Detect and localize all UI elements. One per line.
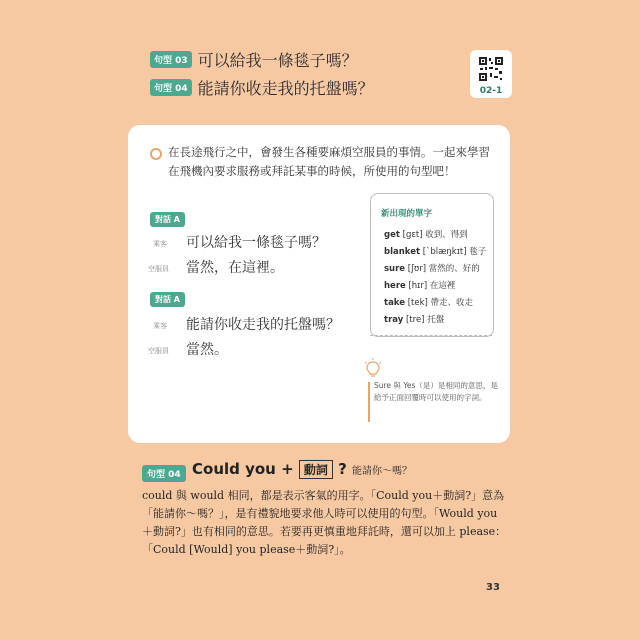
speaker-label: 空服員 — [148, 265, 169, 273]
speaker-label: 乘客 — [153, 240, 167, 248]
section-tag: 句型 04 — [142, 465, 186, 482]
vocab-item: here [hɪr] 在這裡 — [384, 281, 456, 291]
vocab-divider — [370, 335, 492, 336]
qr-code-icon[interactable] — [478, 56, 504, 82]
vocab-item: take [tek] 帶走、收走 — [384, 298, 474, 308]
speaker-label: 空服員 — [148, 347, 169, 355]
audio-track-label: 02-1 — [479, 86, 503, 96]
tip-note: Sure 與 Yes（是）是相同的意思，是給予正面回覆時可以使用的字詞。 — [374, 381, 498, 402]
dialog-line: 當然，在這裡。 — [186, 260, 284, 276]
pattern-row-03 — [150, 48, 358, 71]
pattern-text: 可以給我一條毯子嗎？ — [197, 51, 358, 70]
intro-text: 在長途飛行之中，會發生各種要麻煩空服員的事情。一起來學習在飛機內要求服務或拜託某事的時候，所使用的句型吧！ — [168, 145, 490, 178]
dialog-tag: 對話 A — [150, 212, 185, 227]
dialog-tag: 對話 A — [150, 292, 185, 307]
dialog-line: 可以給我一條毯子嗎？ — [186, 235, 326, 251]
pattern-tag: 句型 03 — [150, 51, 192, 68]
pattern-row-04 — [150, 76, 374, 99]
dialog-line: 當然。 — [186, 342, 228, 358]
bullet-icon — [150, 148, 162, 160]
vocab-item: get [gɛt] 收到、得到 — [384, 230, 468, 240]
dialog-line: 能請你收走我的托盤嗎？ — [186, 317, 340, 333]
verb-box: 動詞 — [299, 460, 333, 479]
vocab-item: sure [ʃʊr] 當然的、好的 — [384, 264, 480, 274]
vocab-item: blanket [ˋblæŋkɪt] 毯子 — [384, 247, 487, 257]
lightbulb-icon — [363, 358, 383, 380]
pattern-tag: 句型 04 — [150, 79, 192, 96]
note-accent-bar — [368, 382, 370, 422]
pattern-text: 能請你收走我的托盤嗎？ — [197, 79, 374, 98]
speaker-label: 乘客 — [153, 322, 167, 330]
section-title: Could you + 動詞 ? 能請你～嗎？ — [192, 460, 413, 478]
explanation-paragraph: could 與 would 相同，都是表示客氣的用字。「Could you＋動詞?」意為「能請你～嗎？」，是有禮貌地要求他人時可以使用的句型。「Would you＋動詞?」也有相同的意思。若要再更慎重地拜託時，還可以加上 please：「Could [Would] you please＋動詞?」。 — [142, 489, 507, 556]
vocab-title: 新出現的單字 — [381, 209, 433, 219]
page-number: 33 — [486, 582, 500, 593]
vocab-item: tray [tre] 托盤 — [384, 315, 445, 325]
